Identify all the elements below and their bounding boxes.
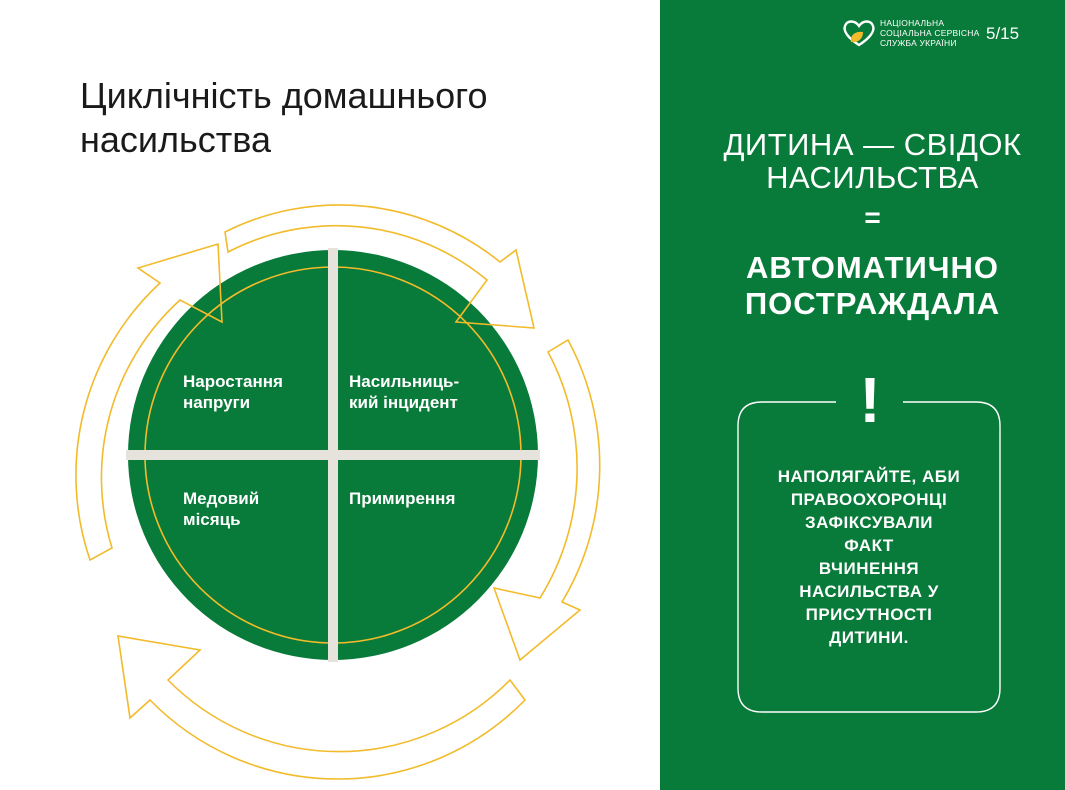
slide-title-line: насильства — [80, 119, 272, 160]
slide-title-line: Циклічність домашнього — [80, 75, 488, 116]
callout-text-line: ДИТИНИ. — [829, 628, 909, 647]
logo-text-line: НАЦІОНАЛЬНА — [880, 18, 945, 28]
phase-label-line: Наростання — [183, 372, 283, 391]
phase-label-reconciliation — [349, 488, 455, 509]
callout-text-line: ЗАФІКСУВАЛИ — [804, 513, 934, 532]
phase-label-line: Медовий — [183, 489, 260, 508]
phase-label-line: Примирення — [349, 489, 456, 508]
callout-text-line: НАСИЛЬСТВА У — [799, 582, 939, 601]
panel-conclusion-line: ПОСТРАЖДАЛА — [744, 286, 1001, 321]
phase-label-line: кий інцидент — [349, 393, 458, 412]
logo-text-line: СЛУЖБА УКРАЇНИ — [880, 38, 957, 48]
phase-label-honeymoon — [183, 488, 259, 530]
panel-headline-line: НАСИЛЬСТВА — [766, 160, 979, 195]
phase-label-incident — [349, 371, 459, 413]
phase-label-tension — [183, 371, 283, 413]
callout-text-line: ФАКТ — [844, 536, 894, 555]
callout-text-line: НАПОЛЯГАЙТЕ, АБИ — [777, 467, 961, 486]
callout-text-line: ПРАВООХОРОНЦІ — [790, 490, 948, 509]
page-number: 5/15 — [986, 24, 1020, 43]
panel-headline-line: ДИТИНА — СВІДОК — [723, 127, 1022, 162]
phase-label-line: місяць — [183, 510, 241, 529]
right-panel — [660, 0, 1065, 790]
callout-text-line: ПРИСУТНОСТІ — [805, 605, 933, 624]
callout-text — [738, 465, 1000, 649]
phase-label-line: Насильниць- — [349, 372, 460, 391]
equals-sign: = — [864, 202, 881, 233]
exclamation-icon: ! — [859, 364, 881, 436]
panel-conclusion-line: АВТОМАТИЧНО — [745, 250, 1000, 285]
logo-text-line: СОЦІАЛЬНА СЕРВІСНА — [880, 28, 980, 38]
phase-label-line: напруги — [183, 393, 251, 412]
horizontal-divider — [126, 450, 540, 460]
callout-text-line: ВЧИНЕННЯ — [818, 559, 920, 578]
